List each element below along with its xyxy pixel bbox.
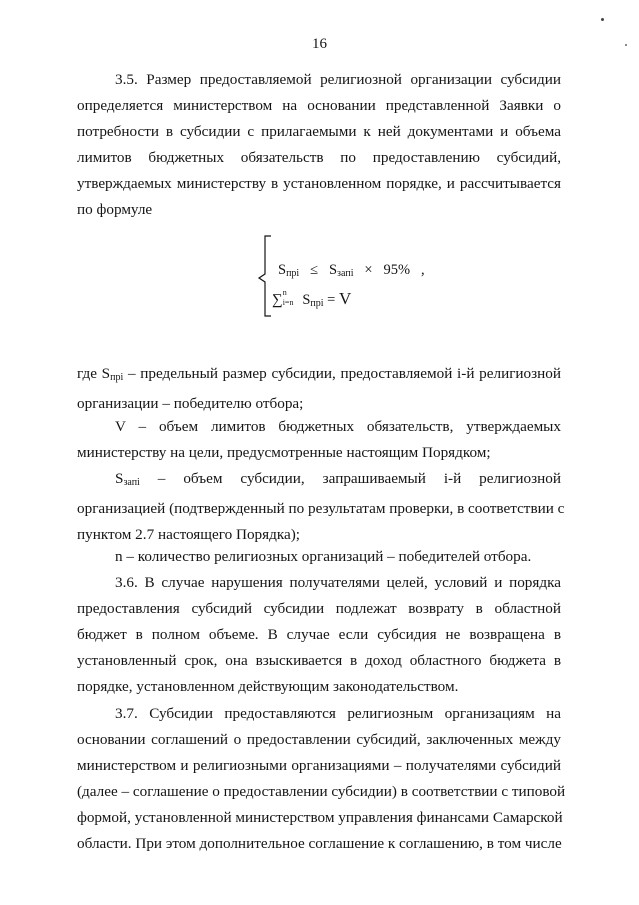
paragraph-3-7 [77, 701, 566, 858]
text-line [77, 466, 561, 496]
formula-symbol: V [338, 289, 352, 308]
text-fragment: – предельный размер субсидии, предоставляемой i-й религиозной [123, 365, 561, 382]
formula-subscript: пpi [310, 298, 324, 309]
paragraph-3-6 [77, 570, 561, 700]
text-line: лимитов бюджетных обязательств по предоставлению субсидий, [77, 149, 561, 167]
text-fragment: где S [77, 365, 111, 382]
formula-subscript: зaпi [337, 268, 354, 279]
formula-operator: ≤ [310, 262, 319, 278]
text-line: предоставления субсидий субсидии подлежат возврату в областной [77, 600, 561, 618]
formula-symbol: S [328, 262, 338, 278]
paragraph-s-zap [77, 466, 565, 548]
text-line: 3.6. В случае нарушения получателями целей, условий и порядка [115, 574, 561, 591]
paragraph-3-5 [77, 67, 561, 224]
paragraph-where [77, 361, 561, 417]
formula-line-1 [278, 262, 425, 279]
text-line: министерству на цели, предусмотренные настоящим Порядком; [77, 444, 491, 462]
text-line: потребности в субсидии с прилагаемыми к ней документами и объема [77, 123, 561, 141]
sigma-symbol: ∑ [272, 292, 283, 308]
formula-line-2 [272, 289, 351, 309]
text-line: организацией (подтвержденный по результатам проверки, в соответствии с [77, 500, 565, 518]
formula-value: 95% [383, 262, 411, 278]
text-line: утверждаемых министерству в установленном порядке, и рассчитывается [77, 175, 561, 193]
formula-symbol: S [302, 292, 311, 308]
text-line: 3.5. Размер предоставляемой религиозной организации субсидии [115, 71, 561, 88]
text-line: формой, установленной министерством управления финансами Самарской [77, 809, 563, 827]
text-fragment: – объем субсидии, запрашиваемый i-й религиозной [139, 470, 561, 487]
text-line: установленный срок, она взыскивается в доход областного бюджета в [77, 652, 561, 670]
page-number: 16 [312, 36, 327, 52]
sum-lower: i=n [282, 298, 294, 307]
text-line: области. При этом дополнительное соглашение к соглашению, в том числе [77, 835, 562, 853]
sum-limits [283, 290, 299, 308]
text-line [77, 361, 561, 391]
text-line: V – объем лимитов бюджетных обязательств, утверждаемых [115, 418, 561, 435]
text-line: 3.7. Субсидии предоставляются религиозным организациям на [115, 705, 561, 722]
subscript: запi [123, 477, 140, 488]
text-line: организации – победителю отбора; [77, 395, 304, 413]
paragraph-n [77, 544, 561, 570]
text-line: определяется министерством на основании представленной Заявки о [77, 97, 561, 115]
subscript: пpi [110, 372, 124, 383]
text-line: министерством и религиозными организациями – получателями субсидий [77, 757, 561, 775]
text-line: n – количество религиозных организаций – победителей отбора. [115, 548, 532, 565]
text-fragment: S [115, 470, 124, 487]
formula-operator: × [364, 262, 373, 278]
formula [255, 234, 455, 320]
formula-operator: = [327, 292, 336, 308]
paragraph-v [77, 414, 561, 466]
text-line: пунктом 2.7 настоящего Порядка); [77, 526, 301, 544]
text-line: порядке, установленном действующим законодательством. [77, 678, 459, 696]
formula-comma: , [420, 262, 425, 278]
scan-speck [601, 18, 604, 21]
text-line: бюджет в полном объеме. В случае если субсидия не возвращена в [77, 626, 561, 644]
formula-symbol: S [278, 262, 287, 278]
formula-subscript: пpi [286, 268, 300, 279]
text-line: по формуле [77, 201, 153, 219]
text-line: основании соглашений о предоставлении субсидий, заключенных между [77, 731, 561, 749]
text-line: (далее – соглашение о предоставлении субсидии) в соответствии с типовой [77, 783, 566, 801]
sum-upper: n [282, 288, 287, 297]
